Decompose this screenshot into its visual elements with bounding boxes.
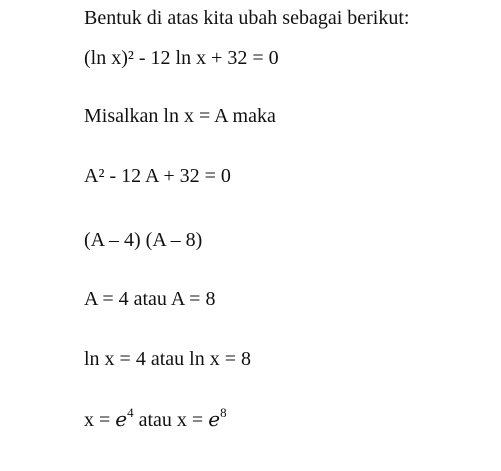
final-middle: atau x = (133, 409, 209, 431)
final-solution (84, 407, 227, 432)
quadratic-equation: A² - 12 A + 32 = 0 (84, 165, 231, 187)
substitution-text: Misalkan ln x = A maka (84, 105, 276, 127)
solution-a: A = 4 atau A = 8 (84, 288, 216, 310)
final-prefix: x = (84, 409, 116, 431)
original-equation: (ln x)² - 12 ln x + 32 = 0 (84, 47, 279, 69)
intro-text: Bentuk di atas kita ubah sebagai berikut: (84, 7, 410, 29)
exponent-2: 8 (220, 405, 227, 420)
exponent-base-2: e (208, 407, 221, 431)
exponent-1: 4 (127, 405, 134, 420)
solution-ln-x: ln x = 4 atau ln x = 8 (84, 348, 251, 370)
factored-equation: (A – 4) (A – 8) (84, 229, 203, 251)
exponent-base-1: e (115, 407, 128, 431)
